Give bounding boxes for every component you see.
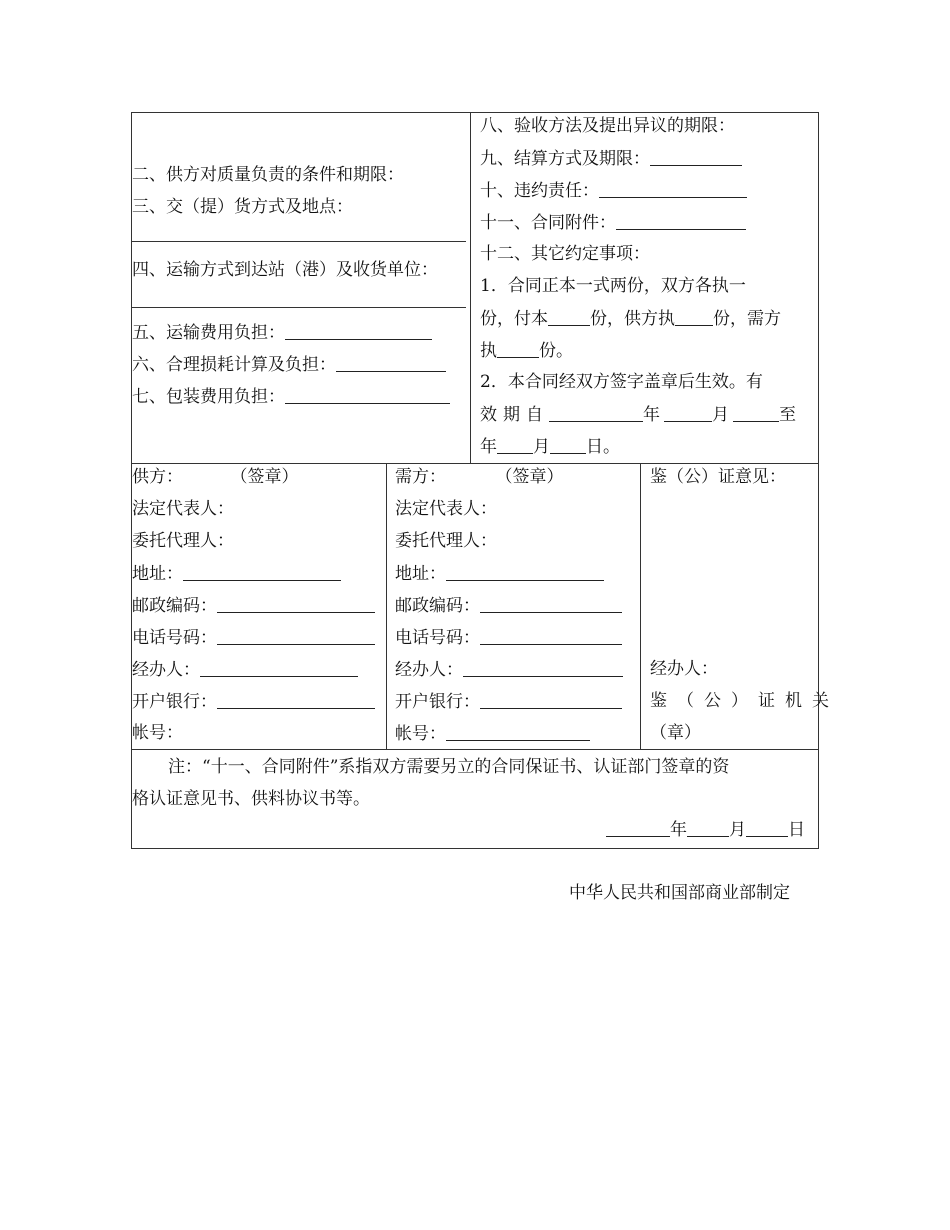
copies-text-e: 份。 bbox=[539, 341, 573, 361]
clause-5-blank[interactable] bbox=[285, 322, 432, 340]
clause-3-delivery bbox=[132, 197, 353, 217]
copies-blank-b[interactable] bbox=[675, 308, 713, 326]
table-bottom-border bbox=[131, 848, 819, 849]
clause-7-packing bbox=[132, 386, 450, 406]
note-year-label: 年 bbox=[670, 820, 687, 840]
buyer-postcode bbox=[395, 595, 622, 615]
clause-5-label: 五、运输费用负担： bbox=[132, 323, 285, 343]
buyer-bank-field[interactable] bbox=[480, 691, 622, 709]
supplier-account bbox=[132, 723, 183, 743]
validity-text-month: 月 bbox=[712, 405, 729, 425]
note-date bbox=[606, 819, 805, 839]
notary-handler bbox=[650, 659, 718, 679]
supplier-seal-label: （签章） bbox=[239, 467, 299, 487]
supplier-handler-field[interactable] bbox=[200, 659, 358, 677]
validity-day-blank[interactable] bbox=[733, 404, 779, 422]
note-day-blank[interactable] bbox=[746, 819, 788, 837]
clause-9-blank[interactable] bbox=[650, 148, 742, 166]
clause-12-label: 十二、其它约定事项： bbox=[480, 244, 650, 264]
validity-text-to: 至 bbox=[779, 405, 796, 425]
clause-12-2-text: 2．本合同经双方签字盖章后生效。有 bbox=[480, 372, 763, 392]
buyer-account-field[interactable] bbox=[446, 723, 590, 741]
buyer-agent-label: 委托代理人： bbox=[395, 531, 497, 551]
supplier-address-field[interactable] bbox=[183, 563, 341, 581]
clause-2-label: 二、供方对质量负责的条件和期限： bbox=[132, 165, 404, 185]
copies-text-d: 执 bbox=[480, 341, 497, 361]
footer-issuer bbox=[569, 883, 790, 903]
supplier-rep bbox=[132, 499, 234, 519]
buyer-handler-field[interactable] bbox=[463, 659, 623, 677]
validity-year-blank[interactable] bbox=[549, 404, 643, 422]
copies-blank-c[interactable] bbox=[497, 340, 539, 358]
buyer-title: 需方： bbox=[395, 467, 446, 487]
table-top-border bbox=[131, 112, 819, 113]
clause-6-loss bbox=[132, 354, 446, 374]
clause-4-label: 四、运输方式到达站（港）及收货单位： bbox=[132, 260, 438, 280]
clause-9-label: 九、结算方式及期限： bbox=[480, 149, 650, 169]
note-line-2 bbox=[132, 789, 370, 809]
buyer-phone-label: 电话号码： bbox=[395, 628, 480, 648]
supplier-account-label: 帐号： bbox=[132, 723, 183, 743]
supplier-address bbox=[132, 563, 341, 583]
end-text-year: 年 bbox=[480, 437, 497, 457]
notary-heading bbox=[650, 467, 786, 487]
copies-blank-a[interactable] bbox=[548, 308, 590, 326]
notary-org-label: 鉴（公）证机关 bbox=[650, 691, 839, 711]
clause-4-transport bbox=[132, 260, 438, 280]
clause-11-blank[interactable] bbox=[616, 212, 746, 230]
notary-org bbox=[650, 691, 839, 711]
left-row-divider-1 bbox=[131, 241, 466, 242]
buyer-address bbox=[395, 563, 604, 583]
note-text-2: 格认证意见书、供料协议书等。 bbox=[132, 789, 370, 809]
clause-12-1-line-c bbox=[480, 340, 573, 360]
buyer-agent bbox=[395, 531, 497, 551]
clause-11-attachments bbox=[480, 212, 746, 232]
end-text-month: 月 bbox=[533, 437, 550, 457]
clause-12-2-line-b bbox=[480, 404, 796, 424]
buyer-phone bbox=[395, 627, 622, 647]
buyer-handler-label: 经办人： bbox=[395, 660, 463, 680]
supplier-heading bbox=[132, 467, 299, 487]
buyer-bank bbox=[395, 691, 622, 711]
clause-12-1-text: 1．合同正本一式两份，双方各执一 bbox=[480, 276, 746, 296]
party-divider-1 bbox=[386, 463, 387, 750]
left-row-divider-2 bbox=[131, 307, 466, 308]
clause-6-blank[interactable] bbox=[336, 354, 446, 372]
note-month-blank[interactable] bbox=[687, 819, 729, 837]
buyer-account bbox=[395, 723, 590, 743]
buyer-address-label: 地址： bbox=[395, 564, 446, 584]
notary-handler-label: 经办人： bbox=[650, 659, 718, 679]
clause-8-label: 八、验收方法及提出异议的期限： bbox=[480, 116, 735, 136]
supplier-address-label: 地址： bbox=[132, 564, 183, 584]
upper-divider bbox=[470, 112, 471, 463]
clause-12-1-line-b bbox=[480, 308, 781, 328]
clause-2-quality-terms bbox=[132, 165, 404, 185]
supplier-agent-label: 委托代理人： bbox=[132, 531, 234, 551]
buyer-phone-field[interactable] bbox=[480, 627, 622, 645]
buyer-handler bbox=[395, 659, 623, 679]
buyer-bank-label: 开户银行： bbox=[395, 692, 480, 712]
clause-3-label: 三、交（提）货方式及地点： bbox=[132, 197, 353, 217]
buyer-heading bbox=[395, 467, 564, 487]
clause-6-label: 六、合理损耗计算及负担： bbox=[132, 355, 336, 375]
clause-12-2-line-c bbox=[480, 436, 620, 456]
clause-12-other bbox=[480, 244, 650, 264]
footer-text: 中华人民共和国部商业部制定 bbox=[569, 883, 790, 903]
supplier-postcode-field[interactable] bbox=[217, 595, 375, 613]
supplier-bank bbox=[132, 691, 375, 711]
clause-7-label: 七、包装费用负担： bbox=[132, 387, 285, 407]
supplier-bank-label: 开户银行： bbox=[132, 692, 217, 712]
copies-text-a: 份，付本 bbox=[480, 309, 548, 329]
validity-text-year: 年 bbox=[643, 405, 660, 425]
clause-11-label: 十一、合同附件： bbox=[480, 213, 616, 233]
supplier-phone-label: 电话号码： bbox=[132, 628, 217, 648]
note-text-1: 注：“十一、合同附件”系指双方需要另立的合同保证书、认证部门签章的资 bbox=[168, 757, 730, 777]
validity-month-blank[interactable] bbox=[664, 404, 712, 422]
supplier-bank-field[interactable] bbox=[217, 691, 375, 709]
buyer-postcode-label: 邮政编码： bbox=[395, 596, 480, 616]
note-line-1 bbox=[168, 757, 729, 777]
copies-text-c: 份，需方 bbox=[713, 309, 781, 329]
end-text-day: 日。 bbox=[586, 437, 620, 457]
clause-10-liability bbox=[480, 180, 747, 200]
supplier-phone bbox=[132, 627, 375, 647]
buyer-rep-label: 法定代表人： bbox=[395, 499, 497, 519]
buyer-address-field[interactable] bbox=[446, 563, 604, 581]
supplier-rep-label: 法定代表人： bbox=[132, 499, 234, 519]
upper-lower-divider bbox=[131, 463, 819, 464]
clause-10-blank[interactable] bbox=[599, 180, 747, 198]
clause-12-2-line-a bbox=[480, 372, 763, 392]
clause-9-settlement bbox=[480, 148, 742, 168]
supplier-handler-label: 经办人： bbox=[132, 660, 200, 680]
end-month-blank[interactable] bbox=[550, 436, 586, 454]
supplier-postcode-label: 邮政编码： bbox=[132, 596, 217, 616]
notary-seal-label: （章） bbox=[650, 723, 701, 743]
notary-title: 鉴（公）证意见： bbox=[650, 467, 786, 487]
buyer-rep bbox=[395, 499, 497, 519]
copies-text-b: 份，供方执 bbox=[590, 309, 675, 329]
supplier-agent bbox=[132, 531, 234, 551]
supplier-phone-field[interactable] bbox=[217, 627, 375, 645]
end-year-blank[interactable] bbox=[497, 436, 533, 454]
note-year-blank[interactable] bbox=[606, 819, 670, 837]
party-divider-2 bbox=[640, 463, 641, 750]
buyer-account-label: 帐号： bbox=[395, 724, 446, 744]
table-right-border bbox=[818, 112, 819, 849]
note-divider bbox=[131, 749, 819, 750]
supplier-postcode bbox=[132, 595, 375, 615]
clause-8-inspection bbox=[480, 116, 735, 136]
note-month-label: 月 bbox=[729, 820, 746, 840]
notary-seal bbox=[650, 723, 701, 743]
buyer-postcode-field[interactable] bbox=[480, 595, 622, 613]
clause-5-freight bbox=[132, 322, 432, 342]
supplier-title: 供方： bbox=[132, 467, 183, 487]
clause-10-label: 十、违约责任： bbox=[480, 181, 599, 201]
supplier-handler bbox=[132, 659, 358, 679]
clause-12-1-line-a bbox=[480, 276, 746, 296]
note-day-label: 日 bbox=[788, 820, 805, 840]
clause-7-blank[interactable] bbox=[285, 386, 450, 404]
validity-text-a: 效期自 bbox=[480, 405, 549, 425]
buyer-seal-label: （签章） bbox=[504, 467, 564, 487]
